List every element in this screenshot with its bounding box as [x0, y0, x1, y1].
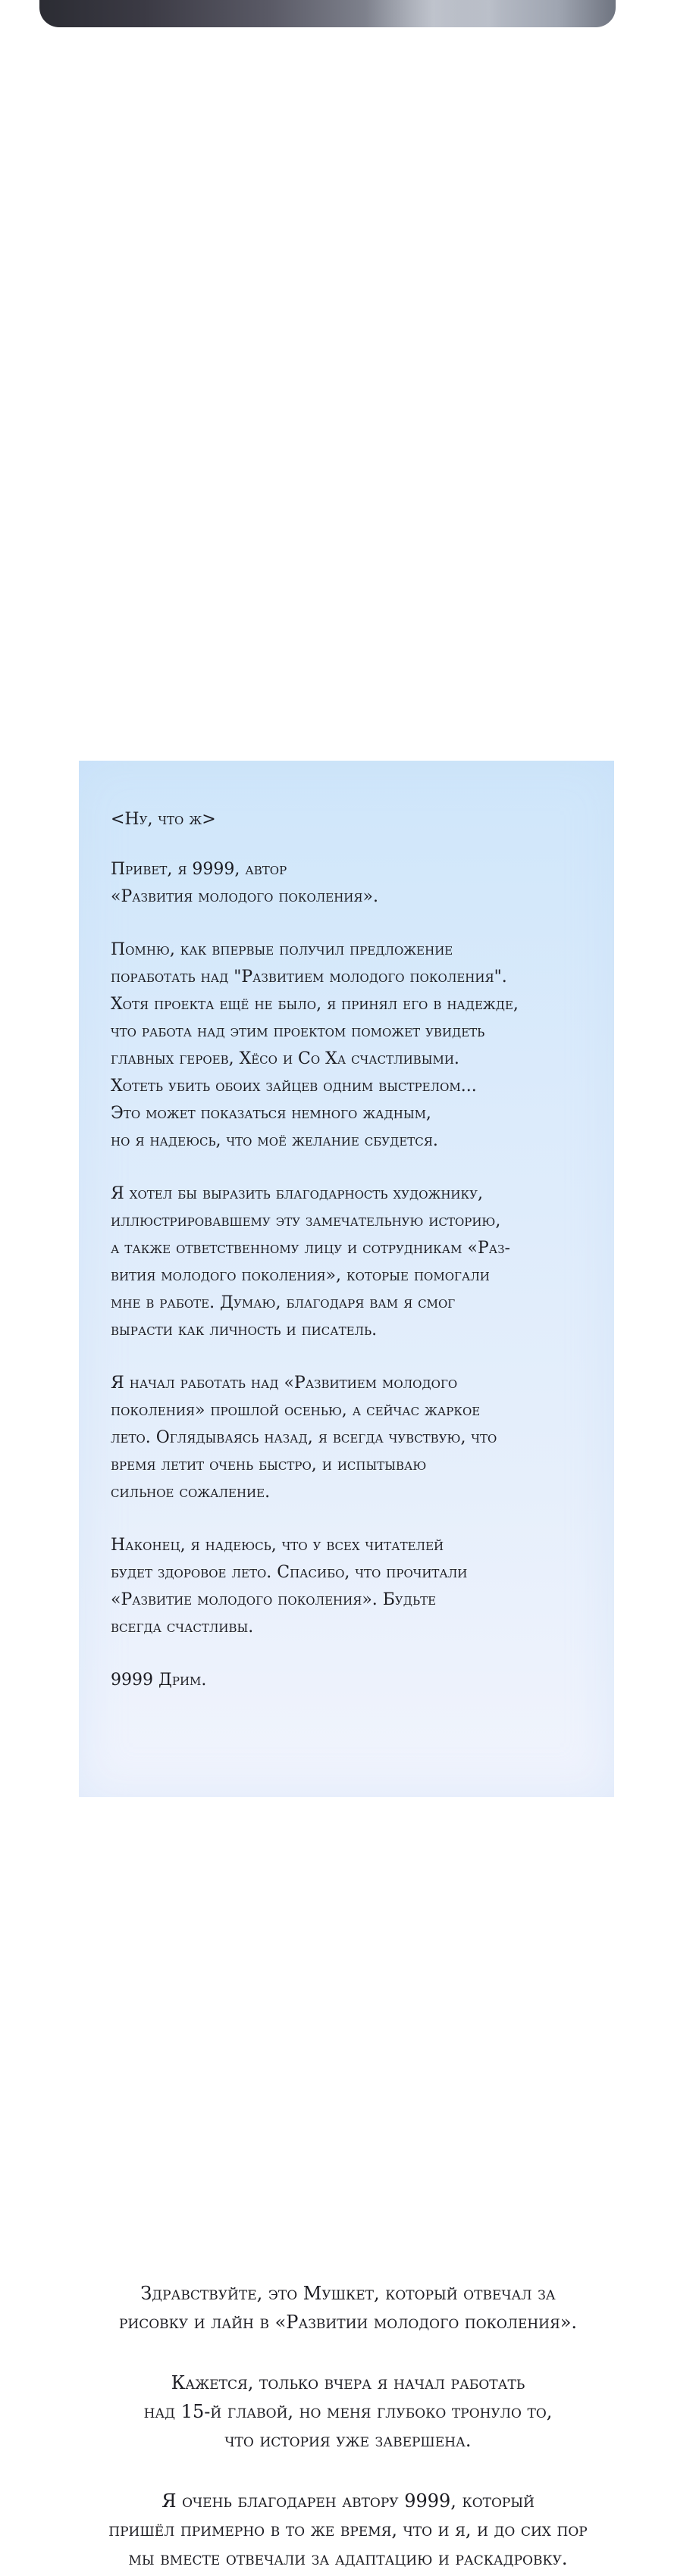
letter-heading: <Ну, что ж> — [111, 810, 216, 829]
letter-paragraph-closing: Наконец, я надеюсь, что у всех читателей будет здоровое лето. Спасибо, что прочитали «Развитие молодого поколения». Будьте всегда счастливы. — [111, 1536, 468, 1637]
letter-paragraph-thanks: Я хотел бы выразить благодарность художнику, иллюстрировавшему эту замечательную историю, а также ответственному лицу и сотрудникам «Раз- вития молодого поколения», которые помогали мне в работе. Думаю, благодаря вам я смог вырасти как личность и писатель. — [111, 1184, 510, 1340]
artist-afterword — [0, 2279, 696, 2576]
letter-paragraph-time: Я начал работать над «Развитием молодого поколения» прошлой осенью, а сейчас жаркое лето. Оглядываясь назад, я всегда чувствую, что время летит очень быстро, и испытываю сильное сожаление. — [111, 1374, 497, 1502]
top-illustration — [0, 0, 696, 29]
author-letter-text — [111, 806, 588, 1720]
afterword-paragraph-intro: Здравствуйте, это Мушкет, который отвечал за рисовку и лайн в «Развитии молодого поколения». — [118, 2283, 578, 2333]
afterword-paragraph-feeling: Кажется, только вчера я начал работать над 15-й главой, но меня глубоко тронуло то, что история уже завершена. — [143, 2372, 553, 2451]
letter-paragraph-greeting: Привет, я 9999, автор «Развития молодого поколения». — [111, 860, 378, 906]
letter-signature: 9999 Дрим. — [111, 1671, 207, 1690]
author-letter-card — [79, 761, 614, 1797]
letter-paragraph-offer: Помню, как впервые получил предложение поработать над "Развитием молодого поколения". Хотя проекта ещё не было, я принял его в надежде, что работа над этим проектом поможет увидеть главных героев, Хёсо и Со Ха счастливыми. Хотеть убить обоих зайцев одним выстрелом... Это может показаться немного жадным, но я надеюсь, что моё желание сбудется. — [111, 940, 519, 1150]
illustration-strip — [39, 0, 616, 27]
afterword-paragraph-thanks: Я очень благодарен автору 9999, который пришёл примерно в то же время, что и я, и до сих пор мы вместе отвечали за адаптацию и раскадровку. — [108, 2490, 588, 2569]
